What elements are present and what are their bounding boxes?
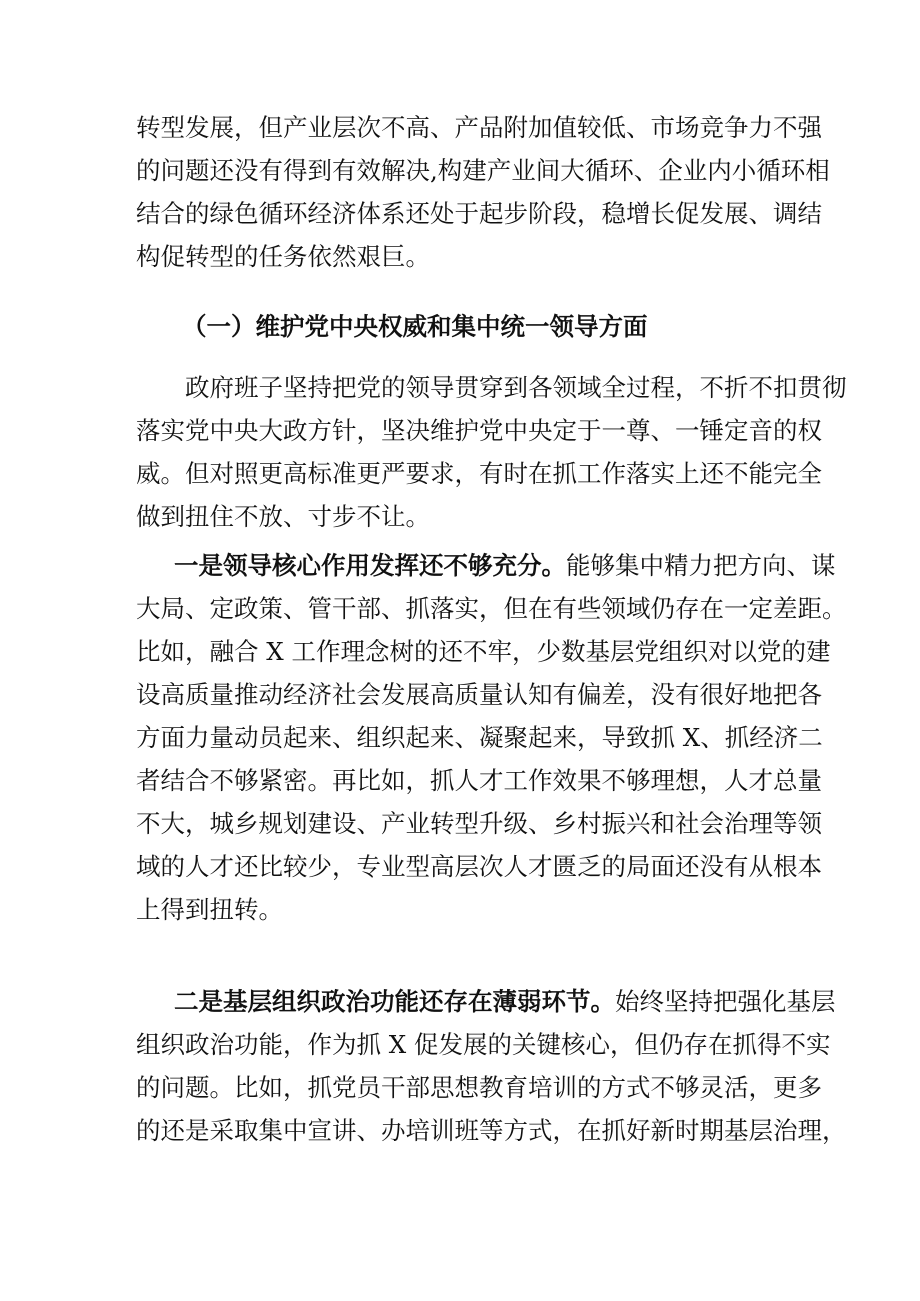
text-line: 域的人才还比较少，专业型高层次人才匮乏的局面还没有从根本: [136, 852, 822, 881]
text-line: 上得到扭转。: [136, 895, 283, 924]
text-line: 转型发展，但产业层次不高、产品附加值较低、市场竞争力不强: [136, 113, 822, 142]
paragraph-point-two: [136, 980, 847, 1152]
text-line: 者结合不够紧密。再比如，抓人才工作效果不够理想，人才总量: [136, 766, 822, 795]
point-two-first-line: 始终坚持把强化基层: [615, 987, 836, 1016]
text-line: 比如，融合 X 工作理念树的还不牢，少数基层党组织对以党的建: [136, 637, 831, 666]
paragraph-intro: [136, 366, 847, 538]
text-line: 的问题。比如，抓党员干部思想教育培训的方式不够灵活，更多: [136, 1073, 822, 1102]
text-line: 政府班子坚持把党的领导贯穿到各领域全过程，不折不扣贯彻: [185, 373, 847, 402]
point-one-first-line: 能够集中精力把方向、谋: [566, 551, 836, 580]
text-line: 组织政治功能，作为抓 X 促发展的关键核心，但仍存在抓得不实: [136, 1030, 831, 1059]
text-line: 落实党中央大政方针，坚决维护党中央定于一尊、一锤定音的权: [136, 416, 822, 445]
text-line: 的还是采取集中宣讲、办培训班等方式，在抓好新时期基层治理，: [136, 1116, 847, 1145]
text-line: 不大，城乡规划建设、产业转型升级、乡村振兴和社会治理等领: [136, 809, 822, 838]
text-line: 做到扭住不放、寸步不让。: [136, 502, 430, 531]
text-line: 大局、定政策、管干部、抓落实，但在有些领域仍存在一定差距。: [136, 594, 847, 623]
text-line: 设高质量推动经济社会发展高质量认知有偏差，没有很好地把各: [136, 680, 822, 709]
text-line: 方面力量动员起来、组织起来、凝聚起来，导致抓 X、抓经济二: [136, 723, 823, 752]
text-line: 威。但对照更高标准更严要求，有时在抓工作落实上还不能完全: [136, 459, 822, 488]
text-line: [136, 544, 836, 587]
text-line: 构促转型的任务依然艰巨。: [136, 242, 430, 271]
paragraph-continuation: [136, 106, 830, 278]
text-line: 的问题还没有得到有效解决,构建产业间大循环、企业内小循环相: [136, 156, 830, 185]
point-two-lead: 二是基层组织政治功能还存在薄弱环节。: [174, 987, 615, 1016]
section-heading: （一）维护党中央权威和集中统一领导方面: [182, 312, 648, 341]
paragraph-point-one: [136, 544, 847, 931]
point-one-lead: 一是领导核心作用发挥还不够充分。: [174, 551, 566, 580]
text-line: [136, 980, 836, 1023]
text-line: 结合的绿色循环经济体系还处于起步阶段，稳增长促发展、调结: [136, 199, 822, 228]
